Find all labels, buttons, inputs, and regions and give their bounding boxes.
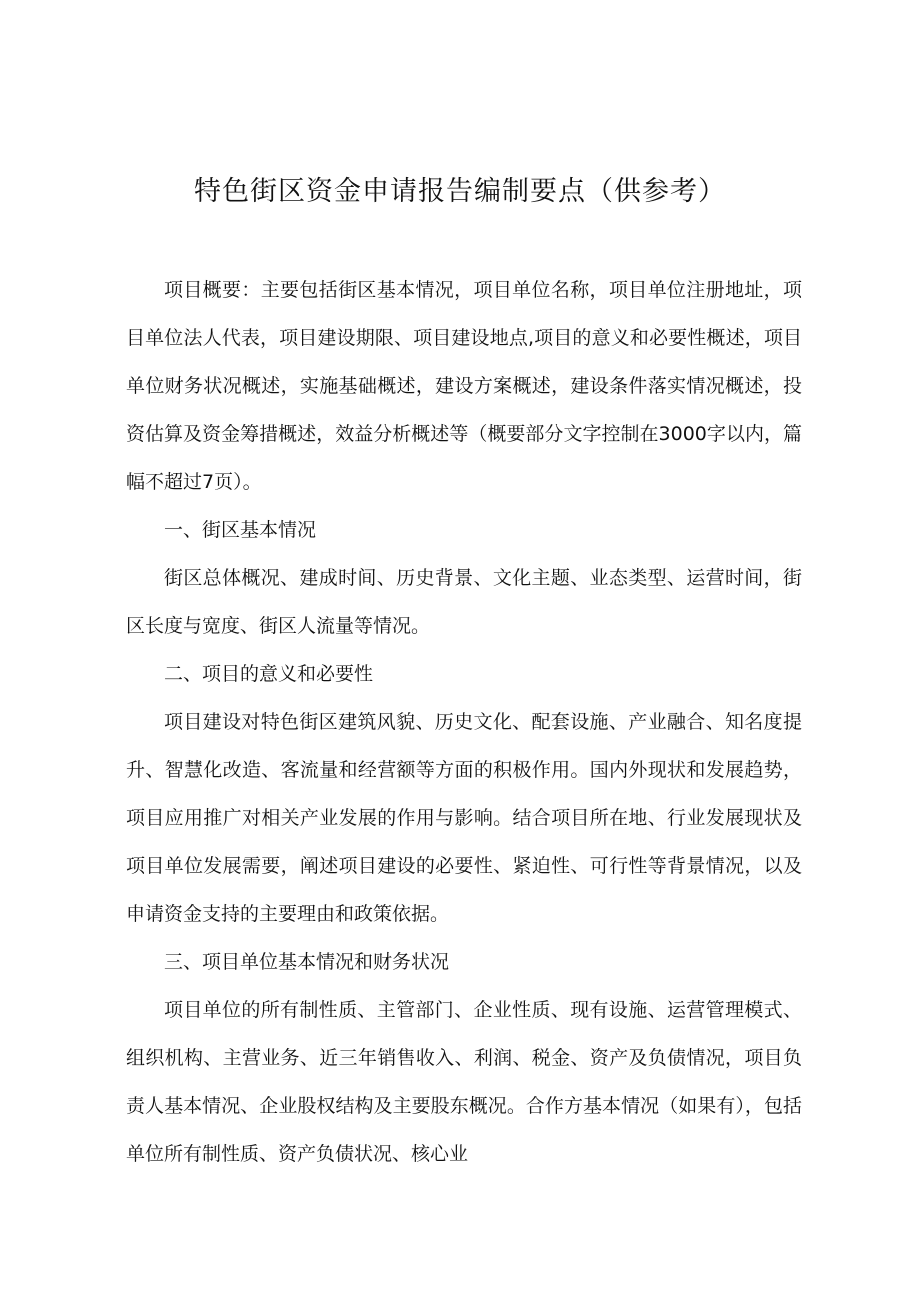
section-heading-3: 三、项目单位基本情况和财务状况 xyxy=(164,951,450,973)
section-2-paragraph: 项目建设对特色街区建筑风貌、历史文化、配套设施、产业融合、知名度提升、智慧化改造、客流量和经营额等方面的积极作用。国内外现状和发展趋势，项目应用推广对相关产业发展的作用与影响。结合项目所在地、行业发展现状及项目单位发展需要，阐述项目建设的必要性、紧迫性、可行性等背景情况，以及申请资金支持的主要理由和政策依据。 xyxy=(126,711,802,925)
section-3-paragraph: 项目单位的所有制性质、主管部门、企业性质、现有设施、运营管理模式、组织机构、主营业务、近三年销售收入、利润、税金、资产及负债情况，项目负责人基本情况、企业股权结构及主要股东概况。合作方基本情况（如果有），包括单位所有制性质、资产负债状况、核心业 xyxy=(126,999,802,1165)
document-body xyxy=(126,266,802,1178)
overview-paragraph: 项目概要：主要包括街区基本情况，项目单位名称，项目单位注册地址，项目单位法人代表，项目建设期限、项目建设地点,项目的意义和必要性概述，项目单位财务状况概述，实施基础概述，建设方案概述，建设条件落实情况概述，投资估算及资金筹措概述，效益分析概述等（概要部分文字控制在3000字以内，篇幅不超过7页）。 xyxy=(126,279,802,493)
section-heading-1: 一、街区基本情况 xyxy=(164,519,317,541)
section-heading-2: 二、项目的意义和必要性 xyxy=(164,663,374,685)
document-title: 特色街区资金申请报告编制要点（供参考） xyxy=(194,176,726,207)
section-1-paragraph: 街区总体概况、建成时间、历史背景、文化主题、业态类型、运营时间，街区长度与宽度、街区人流量等情况。 xyxy=(126,567,802,637)
